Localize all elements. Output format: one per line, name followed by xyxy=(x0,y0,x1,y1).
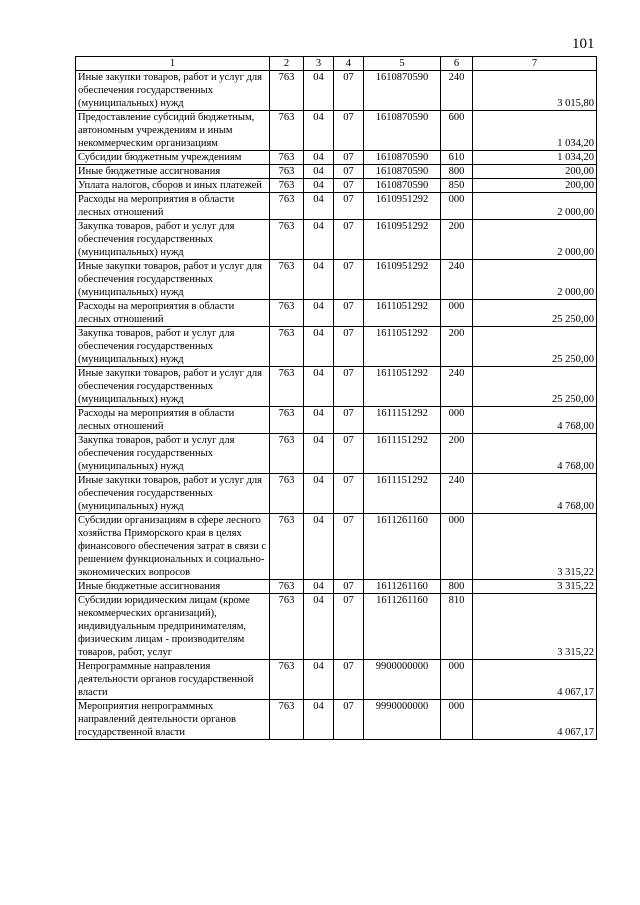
row-expense-type-cell: 610 xyxy=(441,151,473,165)
row-name-cell: Уплата налогов, сборов и иных платежей xyxy=(76,179,270,193)
row-expense-type-cell: 000 xyxy=(441,700,473,740)
row-amount-cell: 4 768,00 xyxy=(473,474,597,514)
row-ved-code-cell: 763 xyxy=(270,327,304,367)
row-name-cell: Иные бюджетные ассигнования xyxy=(76,165,270,179)
row-expense-type-cell: 240 xyxy=(441,260,473,300)
row-subsection-cell: 07 xyxy=(334,407,364,434)
row-section-cell: 04 xyxy=(304,434,334,474)
header-cell-3: 3 xyxy=(304,57,334,71)
header-cell-1: 1 xyxy=(76,57,270,71)
row-name-cell: Расходы на мероприятия в области лесных отношений xyxy=(76,300,270,327)
row-ved-code-cell: 763 xyxy=(270,71,304,111)
row-section-cell: 04 xyxy=(304,165,334,179)
table-row xyxy=(76,580,597,594)
row-expense-type-cell: 200 xyxy=(441,434,473,474)
row-amount-cell: 1 034,20 xyxy=(473,111,597,151)
row-name-cell: Субсидии бюджетным учреждениям xyxy=(76,151,270,165)
row-target-article-cell: 1610870590 xyxy=(364,111,441,151)
row-name-cell: Субсидии юридическим лицам (кроме некоммерческих организаций), индивидуальным предпринимателям, физическим лицам - производителям товаров, работ, услуг xyxy=(76,594,270,660)
row-section-cell: 04 xyxy=(304,580,334,594)
row-section-cell: 04 xyxy=(304,367,334,407)
table-row xyxy=(76,700,597,740)
row-subsection-cell: 07 xyxy=(334,474,364,514)
table-header-row xyxy=(76,57,597,71)
table-row xyxy=(76,327,597,367)
row-section-cell: 04 xyxy=(304,514,334,580)
row-section-cell: 04 xyxy=(304,594,334,660)
row-subsection-cell: 07 xyxy=(334,179,364,193)
row-amount-cell: 2 000,00 xyxy=(473,260,597,300)
row-expense-type-cell: 800 xyxy=(441,165,473,179)
row-target-article-cell: 1611261160 xyxy=(364,594,441,660)
row-ved-code-cell: 763 xyxy=(270,580,304,594)
row-amount-cell: 3 015,80 xyxy=(473,71,597,111)
row-target-article-cell: 1610870590 xyxy=(364,165,441,179)
row-ved-code-cell: 763 xyxy=(270,220,304,260)
row-amount-cell: 4 768,00 xyxy=(473,434,597,474)
row-amount-cell: 3 315,22 xyxy=(473,594,597,660)
row-expense-type-cell: 000 xyxy=(441,300,473,327)
row-subsection-cell: 07 xyxy=(334,700,364,740)
row-amount-cell: 200,00 xyxy=(473,179,597,193)
row-ved-code-cell: 763 xyxy=(270,594,304,660)
row-amount-cell: 3 315,22 xyxy=(473,580,597,594)
page-number: 101 xyxy=(572,36,595,52)
row-name-cell: Мероприятия непрограммных направлений деятельности органов государственной власти xyxy=(76,700,270,740)
row-name-cell: Предоставление субсидий бюджетным, автономным учреждениям и иным некоммерческим организациям xyxy=(76,111,270,151)
row-expense-type-cell: 850 xyxy=(441,179,473,193)
row-name-cell: Непрограммные направления деятельности органов государственной власти xyxy=(76,660,270,700)
row-expense-type-cell: 240 xyxy=(441,474,473,514)
row-section-cell: 04 xyxy=(304,179,334,193)
row-name-cell: Закупка товаров, работ и услуг для обеспечения государственных (муниципальных) нужд xyxy=(76,434,270,474)
row-amount-cell: 200,00 xyxy=(473,165,597,179)
row-target-article-cell: 1610951292 xyxy=(364,220,441,260)
row-section-cell: 04 xyxy=(304,111,334,151)
row-expense-type-cell: 200 xyxy=(441,327,473,367)
row-expense-type-cell: 000 xyxy=(441,514,473,580)
row-amount-cell: 1 034,20 xyxy=(473,151,597,165)
row-amount-cell: 4 768,00 xyxy=(473,407,597,434)
row-ved-code-cell: 763 xyxy=(270,367,304,407)
row-ved-code-cell: 763 xyxy=(270,434,304,474)
row-subsection-cell: 07 xyxy=(334,111,364,151)
row-amount-cell: 2 000,00 xyxy=(473,220,597,260)
row-section-cell: 04 xyxy=(304,327,334,367)
row-target-article-cell: 1611051292 xyxy=(364,367,441,407)
row-subsection-cell: 07 xyxy=(334,434,364,474)
row-ved-code-cell: 763 xyxy=(270,151,304,165)
table-row xyxy=(76,220,597,260)
table-row xyxy=(76,300,597,327)
table-row xyxy=(76,514,597,580)
row-section-cell: 04 xyxy=(304,660,334,700)
row-section-cell: 04 xyxy=(304,260,334,300)
row-section-cell: 04 xyxy=(304,407,334,434)
row-expense-type-cell: 810 xyxy=(441,594,473,660)
row-target-article-cell: 1611151292 xyxy=(364,474,441,514)
row-amount-cell: 25 250,00 xyxy=(473,300,597,327)
row-section-cell: 04 xyxy=(304,700,334,740)
table-row xyxy=(76,474,597,514)
row-target-article-cell: 1611261160 xyxy=(364,580,441,594)
table-row xyxy=(76,111,597,151)
row-subsection-cell: 07 xyxy=(334,580,364,594)
row-amount-cell: 4 067,17 xyxy=(473,660,597,700)
row-target-article-cell: 9900000000 xyxy=(364,660,441,700)
header-cell-6: 6 xyxy=(441,57,473,71)
row-section-cell: 04 xyxy=(304,220,334,260)
row-name-cell: Закупка товаров, работ и услуг для обеспечения государственных (муниципальных) нужд xyxy=(76,327,270,367)
row-name-cell: Расходы на мероприятия в области лесных отношений xyxy=(76,193,270,220)
row-expense-type-cell: 200 xyxy=(441,220,473,260)
row-name-cell: Иные закупки товаров, работ и услуг для обеспечения государственных (муниципальных) нужд xyxy=(76,260,270,300)
row-target-article-cell: 9990000000 xyxy=(364,700,441,740)
row-ved-code-cell: 763 xyxy=(270,474,304,514)
row-ved-code-cell: 763 xyxy=(270,300,304,327)
table-row xyxy=(76,367,597,407)
row-subsection-cell: 07 xyxy=(334,367,364,407)
row-ved-code-cell: 763 xyxy=(270,700,304,740)
row-subsection-cell: 07 xyxy=(334,260,364,300)
row-expense-type-cell: 240 xyxy=(441,367,473,407)
header-cell-5: 5 xyxy=(364,57,441,71)
table-body xyxy=(76,71,597,740)
row-target-article-cell: 1610951292 xyxy=(364,193,441,220)
row-ved-code-cell: 763 xyxy=(270,165,304,179)
table-row xyxy=(76,434,597,474)
row-target-article-cell: 1610870590 xyxy=(364,179,441,193)
row-expense-type-cell: 000 xyxy=(441,193,473,220)
row-subsection-cell: 07 xyxy=(334,660,364,700)
row-expense-type-cell: 800 xyxy=(441,580,473,594)
row-ved-code-cell: 763 xyxy=(270,514,304,580)
row-ved-code-cell: 763 xyxy=(270,407,304,434)
header-cell-4: 4 xyxy=(334,57,364,71)
row-name-cell: Иные закупки товаров, работ и услуг для обеспечения государственных (муниципальных) нужд xyxy=(76,367,270,407)
table-row xyxy=(76,193,597,220)
row-target-article-cell: 1610951292 xyxy=(364,260,441,300)
row-amount-cell: 25 250,00 xyxy=(473,327,597,367)
row-target-article-cell: 1610870590 xyxy=(364,151,441,165)
row-subsection-cell: 07 xyxy=(334,193,364,220)
row-subsection-cell: 07 xyxy=(334,594,364,660)
row-subsection-cell: 07 xyxy=(334,71,364,111)
row-amount-cell: 2 000,00 xyxy=(473,193,597,220)
row-ved-code-cell: 763 xyxy=(270,193,304,220)
row-subsection-cell: 07 xyxy=(334,151,364,165)
table-row xyxy=(76,407,597,434)
row-subsection-cell: 07 xyxy=(334,165,364,179)
row-amount-cell: 25 250,00 xyxy=(473,367,597,407)
row-subsection-cell: 07 xyxy=(334,514,364,580)
row-section-cell: 04 xyxy=(304,300,334,327)
header-cell-7: 7 xyxy=(473,57,597,71)
row-target-article-cell: 1611151292 xyxy=(364,407,441,434)
row-ved-code-cell: 763 xyxy=(270,260,304,300)
table-row xyxy=(76,594,597,660)
table-row xyxy=(76,179,597,193)
row-ved-code-cell: 763 xyxy=(270,111,304,151)
row-expense-type-cell: 000 xyxy=(441,660,473,700)
row-target-article-cell: 1611261160 xyxy=(364,514,441,580)
row-amount-cell: 3 315,22 xyxy=(473,514,597,580)
row-expense-type-cell: 600 xyxy=(441,111,473,151)
row-amount-cell: 4 067,17 xyxy=(473,700,597,740)
row-target-article-cell: 1611151292 xyxy=(364,434,441,474)
row-name-cell: Иные бюджетные ассигнования xyxy=(76,580,270,594)
table-row xyxy=(76,260,597,300)
row-target-article-cell: 1610870590 xyxy=(364,71,441,111)
row-expense-type-cell: 240 xyxy=(441,71,473,111)
row-ved-code-cell: 763 xyxy=(270,179,304,193)
row-name-cell: Иные закупки товаров, работ и услуг для обеспечения государственных (муниципальных) нужд xyxy=(76,71,270,111)
row-name-cell: Субсидии организациям в сфере лесного хозяйства Приморского края в целях финансового обеспечения затрат в связи с решением функциональных и социально-экономических вопросов xyxy=(76,514,270,580)
table-row xyxy=(76,151,597,165)
row-name-cell: Расходы на мероприятия в области лесных отношений xyxy=(76,407,270,434)
header-cell-2: 2 xyxy=(270,57,304,71)
table-row xyxy=(76,660,597,700)
row-section-cell: 04 xyxy=(304,151,334,165)
row-name-cell: Закупка товаров, работ и услуг для обеспечения государственных (муниципальных) нужд xyxy=(76,220,270,260)
row-section-cell: 04 xyxy=(304,474,334,514)
row-subsection-cell: 07 xyxy=(334,220,364,260)
row-section-cell: 04 xyxy=(304,193,334,220)
row-expense-type-cell: 000 xyxy=(441,407,473,434)
budget-table xyxy=(75,56,597,740)
row-ved-code-cell: 763 xyxy=(270,660,304,700)
row-subsection-cell: 07 xyxy=(334,300,364,327)
table-row xyxy=(76,71,597,111)
row-subsection-cell: 07 xyxy=(334,327,364,367)
row-target-article-cell: 1611051292 xyxy=(364,327,441,367)
row-target-article-cell: 1611051292 xyxy=(364,300,441,327)
row-name-cell: Иные закупки товаров, работ и услуг для обеспечения государственных (муниципальных) нужд xyxy=(76,474,270,514)
table-row xyxy=(76,165,597,179)
row-section-cell: 04 xyxy=(304,71,334,111)
